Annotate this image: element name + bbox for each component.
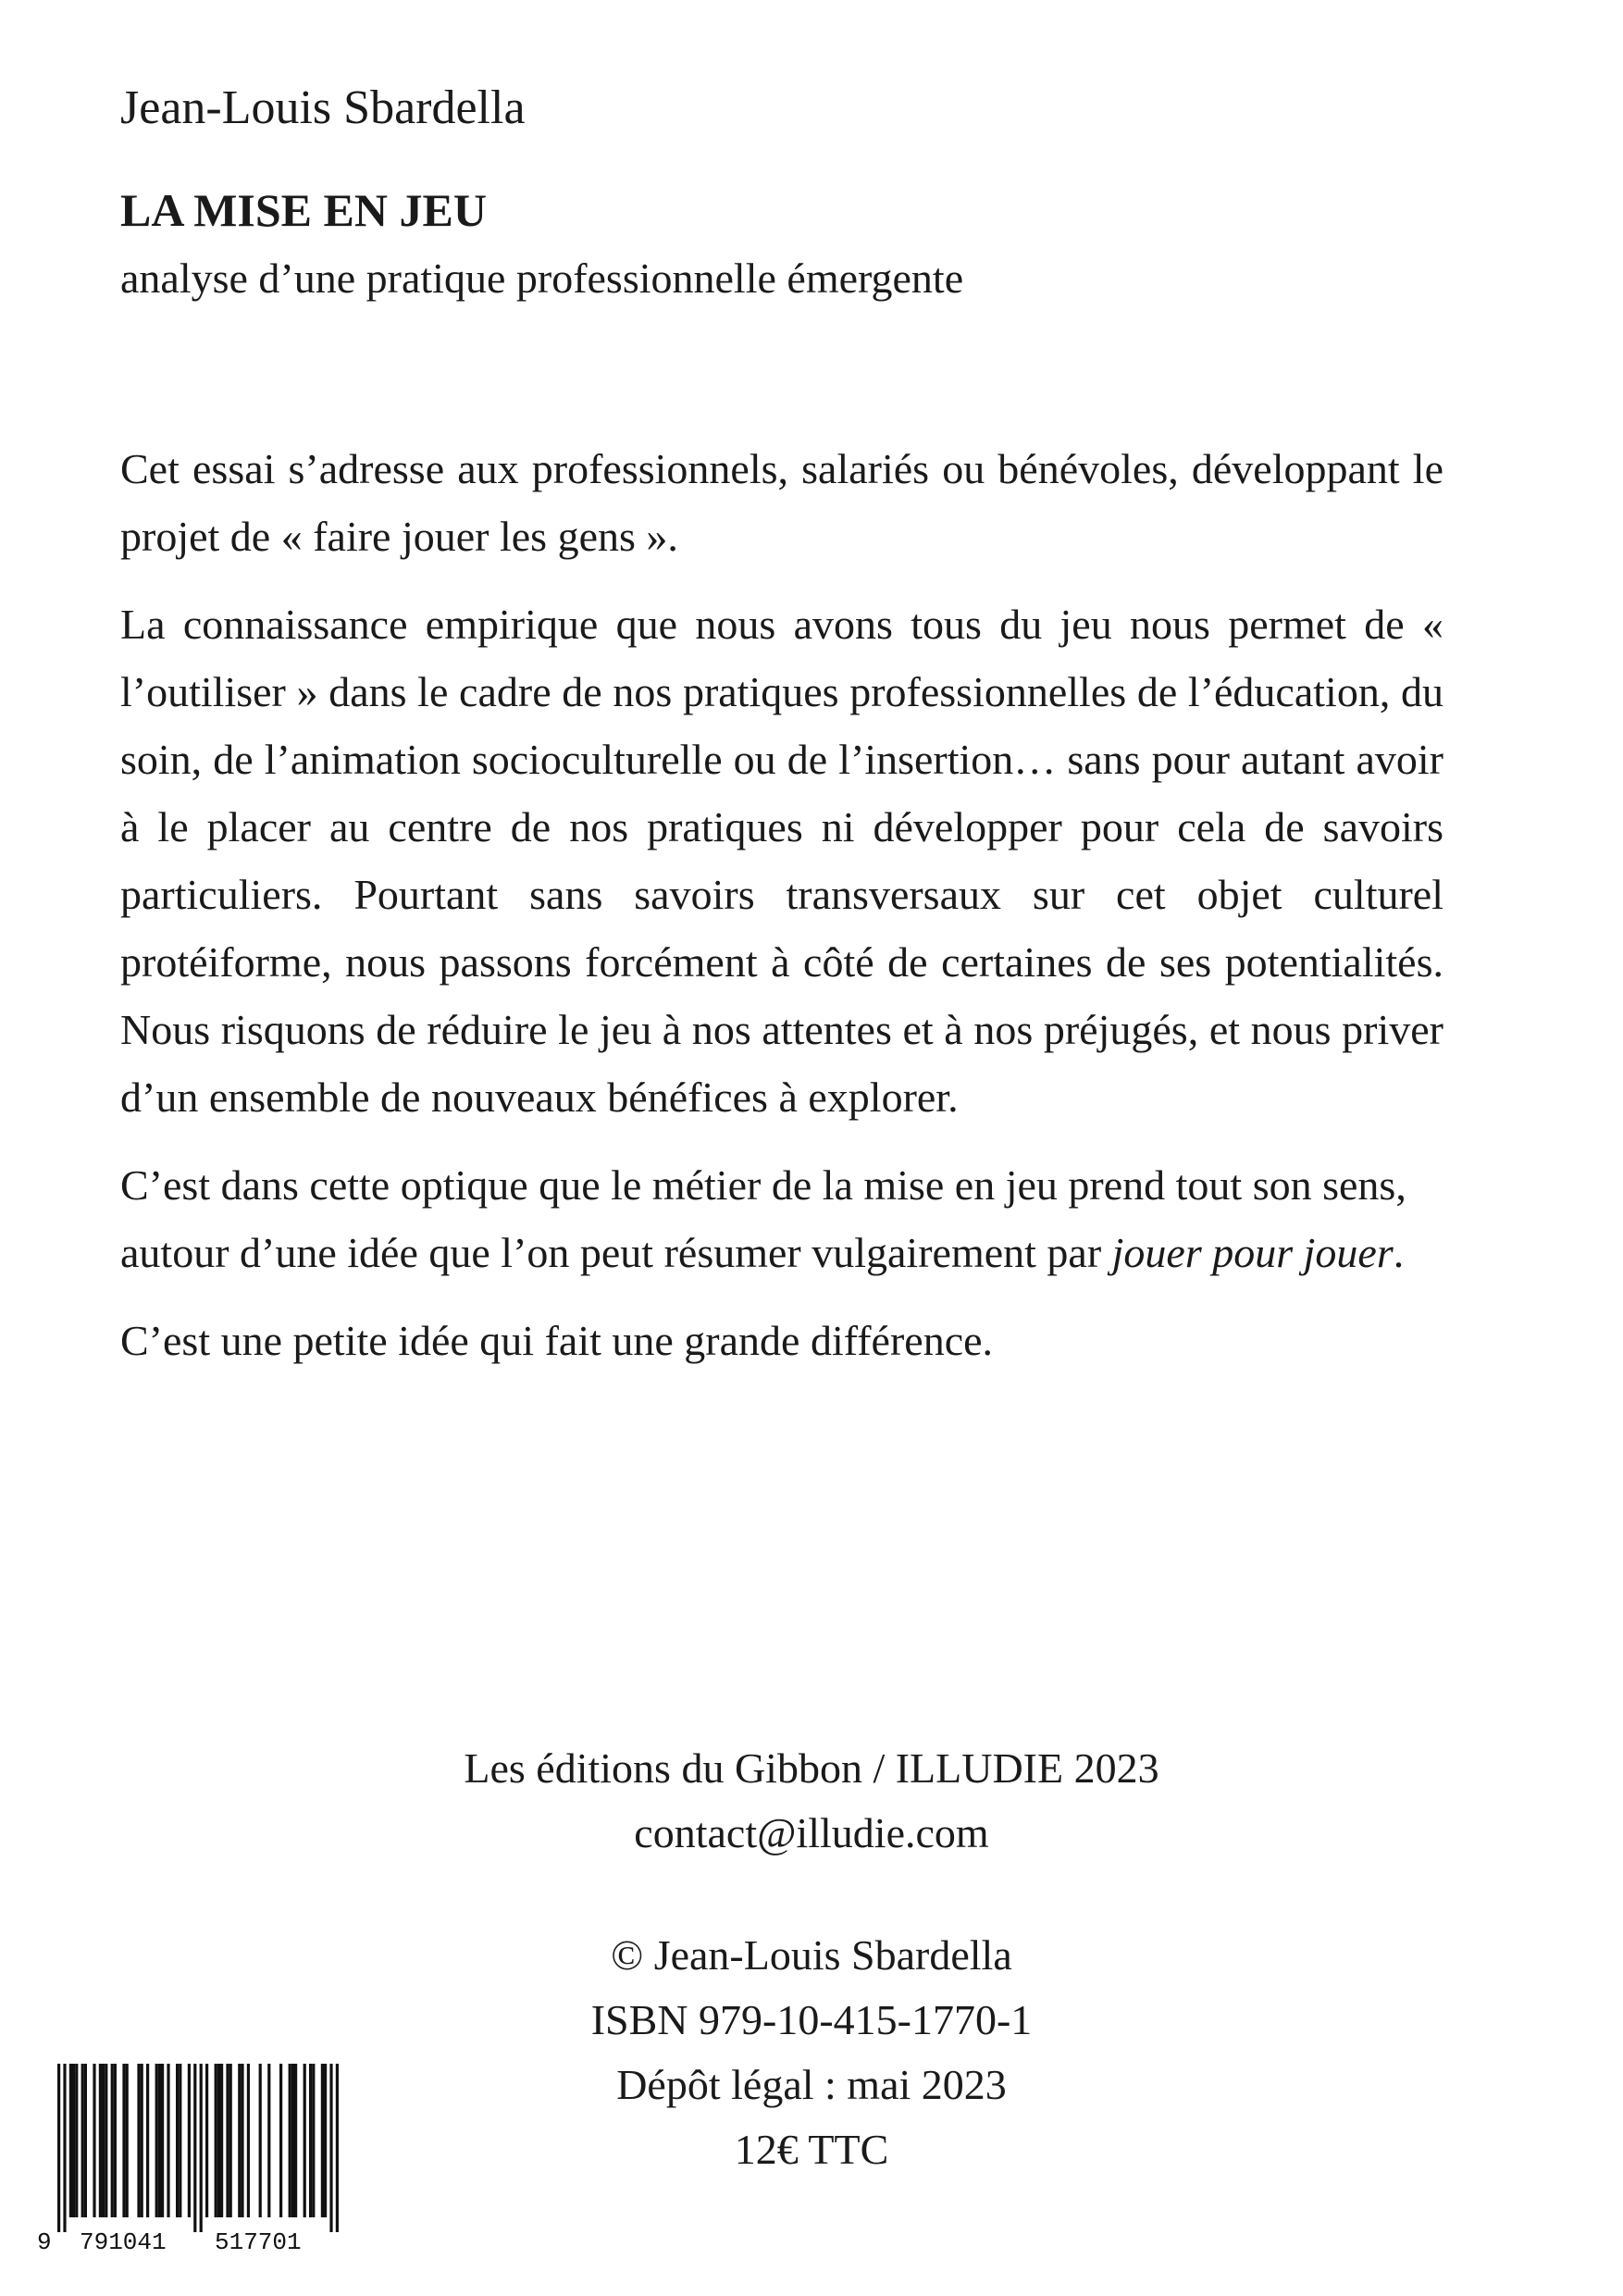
barcode-graphic [33,2058,344,2256]
barcode-bar [155,2064,158,2217]
barcode-bar [126,2064,129,2217]
barcode-bar [205,2064,208,2217]
barcode-bar [105,2064,107,2217]
paragraph-4: C’est une petite idée qui fait une grande différence. [120,1317,994,1364]
barcode-bar [176,2064,179,2217]
barcode-bar [122,2064,125,2217]
barcode-bar [312,2064,315,2217]
barcode-bar [226,2064,229,2217]
barcode-digit-first: 9 [37,2228,52,2256]
barcode-bar [267,2064,270,2217]
barcode-bar [279,2064,282,2217]
barcode-bar [259,2064,262,2217]
barcode-digits-left: 791041 [80,2228,167,2256]
barcode-bar [102,2064,105,2217]
barcode-bar [72,2064,75,2217]
paragraph-3 [120,1151,1443,1286]
barcode-bar [114,2064,117,2217]
paragraph-3-italic: jouer pour jouer [1111,1229,1394,1276]
barcode-bar [247,2064,250,2217]
legal-deposit-line: Dépôt légal : mai 2023 [616,2061,1007,2108]
barcode-bar [309,2064,312,2217]
paragraph-1: Cet essai s’adresse aux professionnels, salariés ou bénévoles, développant le projet de « faire jouer les gens ». [120,445,1443,560]
barcode-bar [336,2064,339,2232]
barcode-bar [146,2064,149,2217]
paragraph-3-text: C’est dans cette optique que le métier de la mise en jeu prend tout son sens, autour d’une idée que l’on peut résumer vulgairement par [120,1161,1406,1276]
copyright-line: © Jean-Louis Sbardella [611,1931,1012,1979]
barcode-bar [137,2064,140,2217]
barcode-bar [329,2064,332,2232]
price-line: 12€ TTC [734,2126,889,2173]
barcode-bar [321,2064,324,2217]
barcode-bar [161,2064,164,2217]
barcode-bar [289,2064,291,2217]
publisher-name: Les éditions du Gibbon / ILLUDIE 2023 [464,1744,1159,1792]
barcode-bar [81,2064,84,2217]
barcode-bar [57,2064,60,2232]
barcode-bar [111,2064,114,2217]
barcode-bar [291,2064,294,2217]
paragraph-3-end: . [1393,1229,1405,1276]
paragraph-2: La connaissance empirique que nous avons tous du jeu nous permet de « l’outiliser » dans le cadre de nos pratiques professionnelles de l’éducation, du soin, de l’animation socioculturelle ou de l’insertion… sans pour autant avoir à le placer au centre de nos pratiques ni développer pour cela de savoirs particuliers. Pourtant sans savoirs transversaux sur cet objet culturel protéiforme, nous passons forcément à côté de certaines de ses potentialités. Nous risquons de réduire le jeu à nos attentes et à nos préjugés, et nous priver d’un ensemble de nouveaux bénéfices à explorer. [120,601,1443,1121]
publisher-block [0,1736,1623,1866]
publisher-email: contact@illudie.com [634,1809,989,1856]
isbn-barcode [33,2058,344,2256]
barcode-bar [141,2064,143,2217]
barcode-bar [99,2064,102,2217]
barcode-bar [220,2064,223,2217]
barcode-bar [63,2064,66,2232]
isbn-line: ISBN 979-10-415-1770-1 [590,1996,1033,2043]
barcode-bar [294,2064,297,2217]
book-title: LA MISE EN JEU [120,184,487,236]
barcode-bar [75,2064,78,2217]
barcode-bar [238,2064,241,2217]
barcode-bar [200,2064,203,2232]
barcode-bar [188,2064,191,2217]
barcode-bar [229,2064,232,2217]
barcode-bar [179,2064,181,2217]
barcode-bar [241,2064,243,2217]
book-subtitle: analyse d’une pratique professionnelle émergente [120,254,964,302]
barcode-bar [84,2064,87,2217]
barcode-digits-right: 517701 [215,2228,302,2256]
barcode-bar [215,2064,217,2217]
author-name: Jean-Louis Sbardella [120,81,526,134]
barcode-bar [93,2064,95,2217]
barcode-bar [167,2064,169,2217]
barcode-bar [69,2064,72,2217]
barcode-bar [217,2064,220,2217]
back-cover-text [120,435,1443,1395]
barcode-bar [304,2064,306,2217]
barcode-bar [324,2064,327,2217]
barcode-bar [158,2064,161,2217]
barcode-bar [193,2064,196,2232]
